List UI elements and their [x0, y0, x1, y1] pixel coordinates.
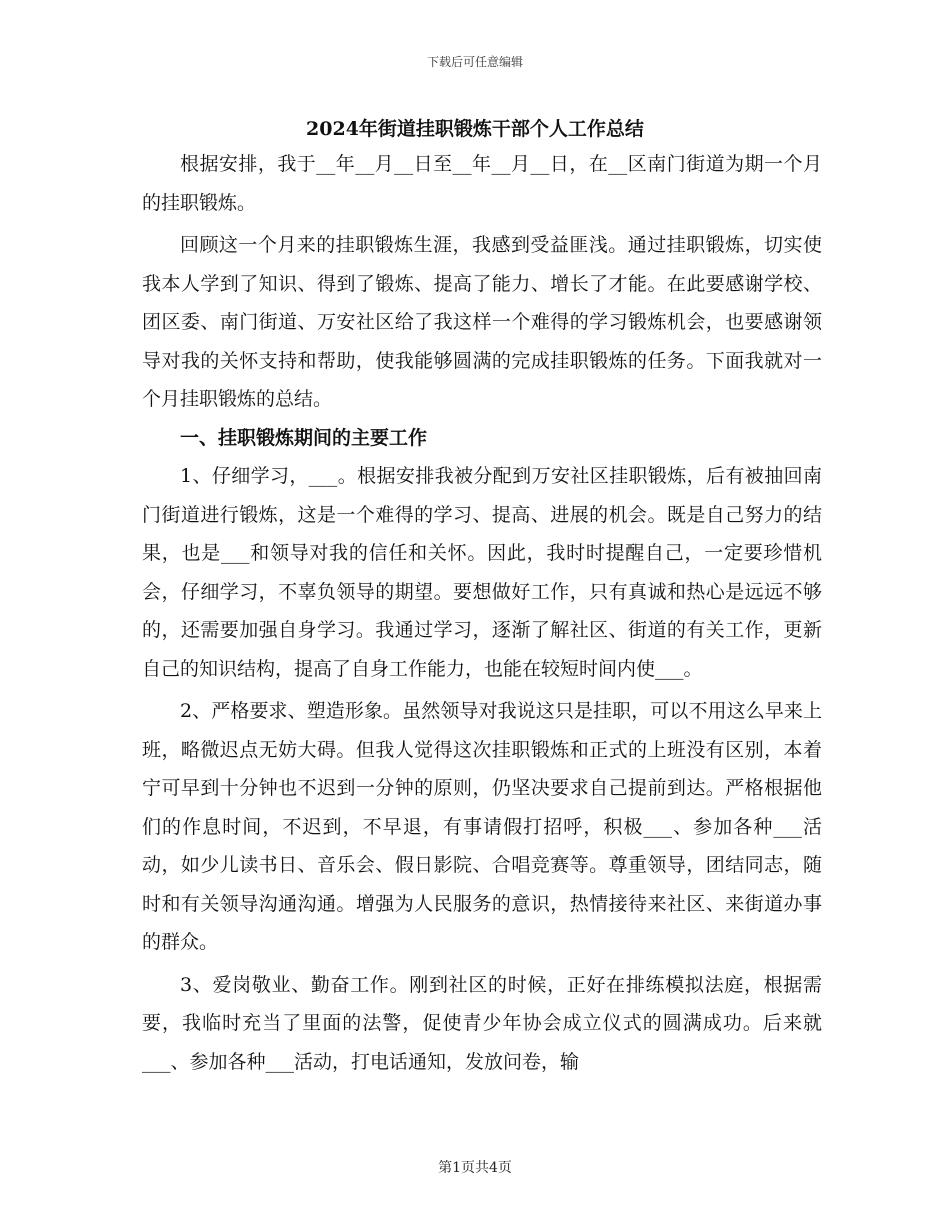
page-title: 2024年街道挂职锻炼干部个人工作总结	[306, 118, 644, 140]
section-heading: 一、挂职锻炼期间的主要工作	[180, 426, 428, 449]
paragraph: 根据安排，我于__年__月__日至__年__月__日，在__区南门街道为期一个月的挂职锻炼。	[142, 153, 822, 214]
page-number: 第1页共4页	[438, 1160, 512, 1176]
header-note: 下载后可任意编辑	[426, 55, 523, 69]
work-item-2: 2、严格要求、塑造形象。虽然领导对我说这只是挂职，可以不用这么早来上班，略微迟点无妨大碍。但我人觉得这次挂职锻炼和正式的上班没有区别，本着宁可早到十分钟也不迟到一分钟的原则，仍坚决要求自己提前到达。严格根据他们的作息时间，不迟到，不早退，有事请假打招呼，积极___、参加各种___活动，如少儿读书日、音乐会、假日影院、合唱竞赛等。尊重领导，团结同志，随时和有关领导沟通沟通。增强为人民服务的意识，热情接待来社区、来街道办事的群众。	[142, 700, 822, 953]
paragraph: 回顾这一个月来的挂职锻炼生涯，我感到受益匪浅。通过挂职锻炼，切实使我本人学到了知识、得到了锻炼、提高了能力、增长了才能。在此要感谢学校、团区委、南门街道、万安社区给了我这样一个难得的学习锻炼机会，也要感谢领导对我的关怀支持和帮助，使我能够圆满的完成挂职锻炼的任务。下面我就对一个月挂职锻炼的总结。	[142, 234, 822, 410]
work-item-1: 1、仔细学习，___。根据安排我被分配到万安社区挂职锻炼，后有被抽回南门街道进行锻炼，这是一个难得的学习、提高、进展的机会。既是自己努力的结果，也是___和领导对我的信任和关怀。因此，我时时提醒自己，一定要珍惜机会，仔细学习，不辜负领导的期望。要想做好工作，只有真诚和热心是远远不够的，还需要加强自身学习。我通过学习，逐渐了解社区、街道的有关工作，更新自己的知识结构，提高了自身工作能力，也能在较短时间内使___。	[142, 465, 822, 680]
work-item-3: 3、爱岗敬业、勤奋工作。刚到社区的时候，正好在排练模拟法庭，根据需要，我临时充当了里面的法警，促使青少年协会成立仪式的圆满成功。后来就___、参加各种___活动，打电话通知，发放问卷，输	[142, 973, 822, 1073]
document-body	[142, 145, 822, 1081]
